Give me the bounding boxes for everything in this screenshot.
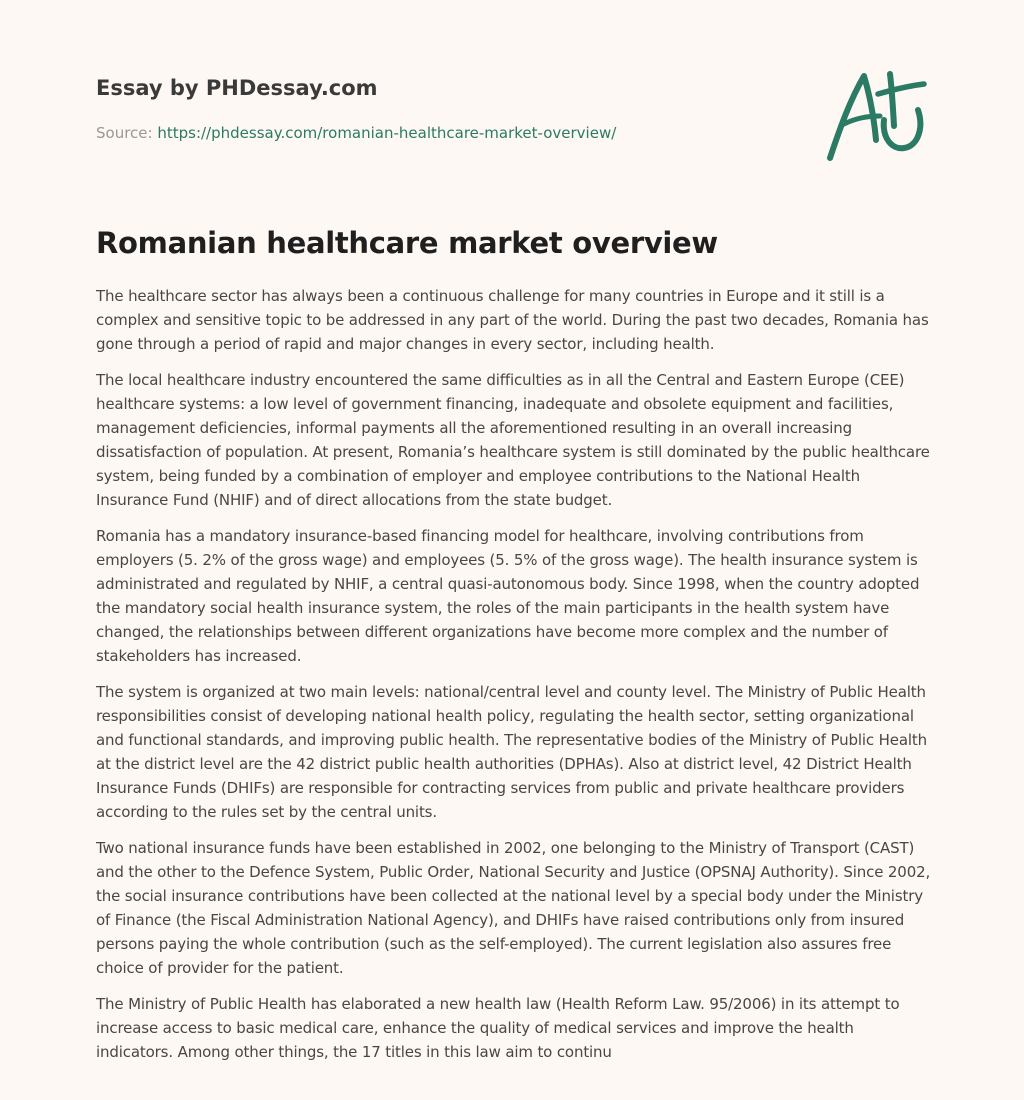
paragraph: The healthcare sector has always been a continuous challenge for many countries in Europe and it still is a complex and sensitive topic to be addressed in any part of the world. During the past two decades, Romania has gone through a period of rapid and major changes in every sector, including health. — [96, 287, 929, 353]
site-brand: Essay by PHDessay.com — [96, 76, 378, 100]
paragraph: Romania has a mandatory insurance-based financing model for healthcare, involving contributions from employers (5. 2% of the gross wage) and employees (5. 5% of the gross wage). The health insurance system is administrated and regulated by NHIF, a central quasi-autonomous body. Since 1998, when the country adopted the mandatory social health insurance system, the roles of the main participants in the health system have changed, the relationships between different organizations have become more complex and the number of stakeholders has increased. — [96, 527, 920, 665]
a-plus-grade-icon — [822, 66, 930, 166]
paragraph: Two national insurance funds have been established in 2002, one belonging to the Ministry of Transport (CAST) and the other to the Defence System, Public Order, National Security and Justice (OPSNAJ Authority). Since 2002, the social insurance contributions have been collected at the national level by a special body under the Ministry of Finance (the Fiscal Administration National Agency), and DHIFs have raised contributions only from insured persons paying the whole contribution (such as the self-employed). The current legislation also assures free choice of provider for the patient. — [96, 839, 931, 977]
source-link[interactable]: https://phdessay.com/romanian-healthcare-market-overview/ — [157, 124, 617, 142]
paragraph: The Ministry of Public Health has elaborated a new health law (Health Reform Law. 95/2006) in its attempt to increase access to basic medical care, enhance the quality of medical services and improve the health indicators. Among other things, the 17 titles in this law aim to continu — [96, 995, 900, 1061]
source-line — [96, 124, 616, 142]
source-label: Source: — [96, 124, 158, 142]
article-body — [96, 284, 932, 1076]
paragraph: The local healthcare industry encountered the same difficulties as in all the Central and Eastern Europe (CEE) healthcare systems: a low level of government financing, inadequate and obsolete equipment and facilities, management deficiencies, informal payments all the aforementioned resulting in an overall increasing dissatisfaction of population. At present, Romania’s healthcare system is still dominated by the public healthcare system, being funded by a combination of employer and employee contributions to the National Health Insurance Fund (NHIF) and of direct allocations from the state budget. — [96, 371, 930, 509]
article-title: Romanian healthcare market overview — [96, 226, 718, 260]
paragraph: The system is organized at two main levels: national/central level and county level. The Ministry of Public Health responsibilities consist of developing national health policy, regulating the health sector, setting organizational and functional standards, and improving public health. The representative bodies of the Ministry of Public Health at the district level are the 42 district public health authorities (DPHAs). Also at district level, 42 District Health Insurance Funds (DHIFs) are responsible for contracting services from public and private healthcare providers according to the rules set by the central units. — [96, 683, 927, 821]
